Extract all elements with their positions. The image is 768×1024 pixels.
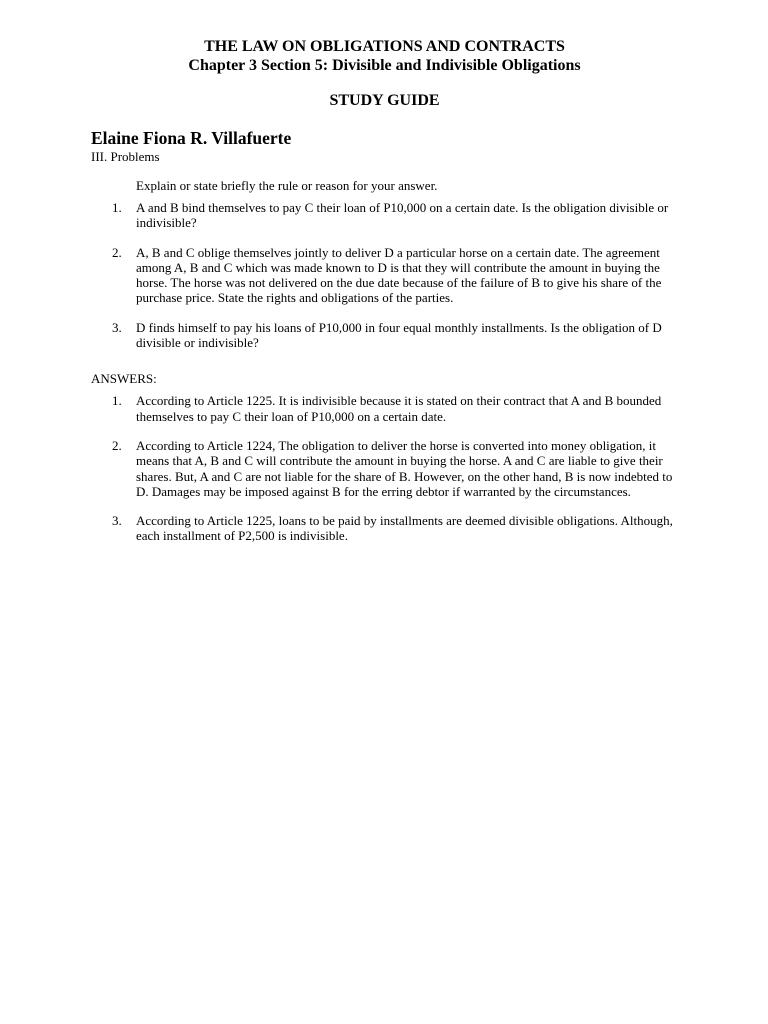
problem-text: A and B bind themselves to pay C their loan of P10,000 on a certain date. Is the obligation divisible or indivisible?: [136, 200, 669, 231]
title-line-2: Chapter 3 Section 5: Divisible and Indivisible Obligations: [188, 57, 581, 74]
answers-heading: ANSWERS:: [91, 371, 157, 387]
problem-number: 1.: [112, 200, 122, 215]
title-line-1: THE LAW ON OBLIGATIONS AND CONTRACTS: [204, 38, 565, 55]
answer-text: According to Article 1225. It is indivisible because it is stated on their contract that A and B bounded themselves to pay C their loan of P10,000 on a certain date.: [136, 393, 662, 424]
answer-number: 2.: [112, 437, 122, 453]
answer-number: 1.: [112, 393, 122, 409]
problem-text: A, B and C oblige themselves jointly to deliver D a particular horse on a certain date. The agreement among A, B and C which was made known to D is that they will contribute the amount in buying the horse. The horse was not delivered on the due date because of the failure of B to give his share of the purchase price. State the rights and obligations of the parties.: [136, 244, 662, 306]
problem-number: 2.: [112, 244, 122, 260]
answer-item: [91, 438, 678, 499]
answer-item: [91, 393, 678, 424]
instruction-text: Explain or state briefly the rule or reason for your answer.: [136, 178, 438, 193]
author-name: Elaine Fiona R. Villafuerte: [91, 128, 292, 148]
document-title: [91, 37, 678, 75]
problem-item: [91, 245, 678, 306]
answers-list: [91, 393, 678, 543]
study-guide-heading: STUDY GUIDE: [329, 92, 440, 109]
answer-text: According to Article 1225, loans to be paid by installments are deemed divisible obligations. Although, each installment of P2,500 is indivisible.: [136, 513, 673, 544]
problems-list: [91, 200, 678, 350]
answer-item: [91, 513, 678, 544]
problem-number: 3.: [112, 319, 122, 335]
problem-item: [91, 320, 678, 351]
problem-item: [91, 200, 678, 231]
answer-number: 3.: [112, 513, 122, 529]
problem-text: D finds himself to pay his loans of P10,000 in four equal monthly installments. Is the obligation of D divisible or indivisible?: [136, 319, 662, 351]
section-label: III. Problems: [91, 149, 160, 164]
answer-text: According to Article 1224, The obligation to deliver the horse is converted into money obligation, it means that A, B and C will contribute the amount in buying the horse. A and C are liable to give their shares. But, A and C are not liable for the share of B. However, on the other hand, B is now indebted to D. Damages may be imposed against B for the erring debtor if warranted by the circumstances.: [136, 437, 673, 499]
